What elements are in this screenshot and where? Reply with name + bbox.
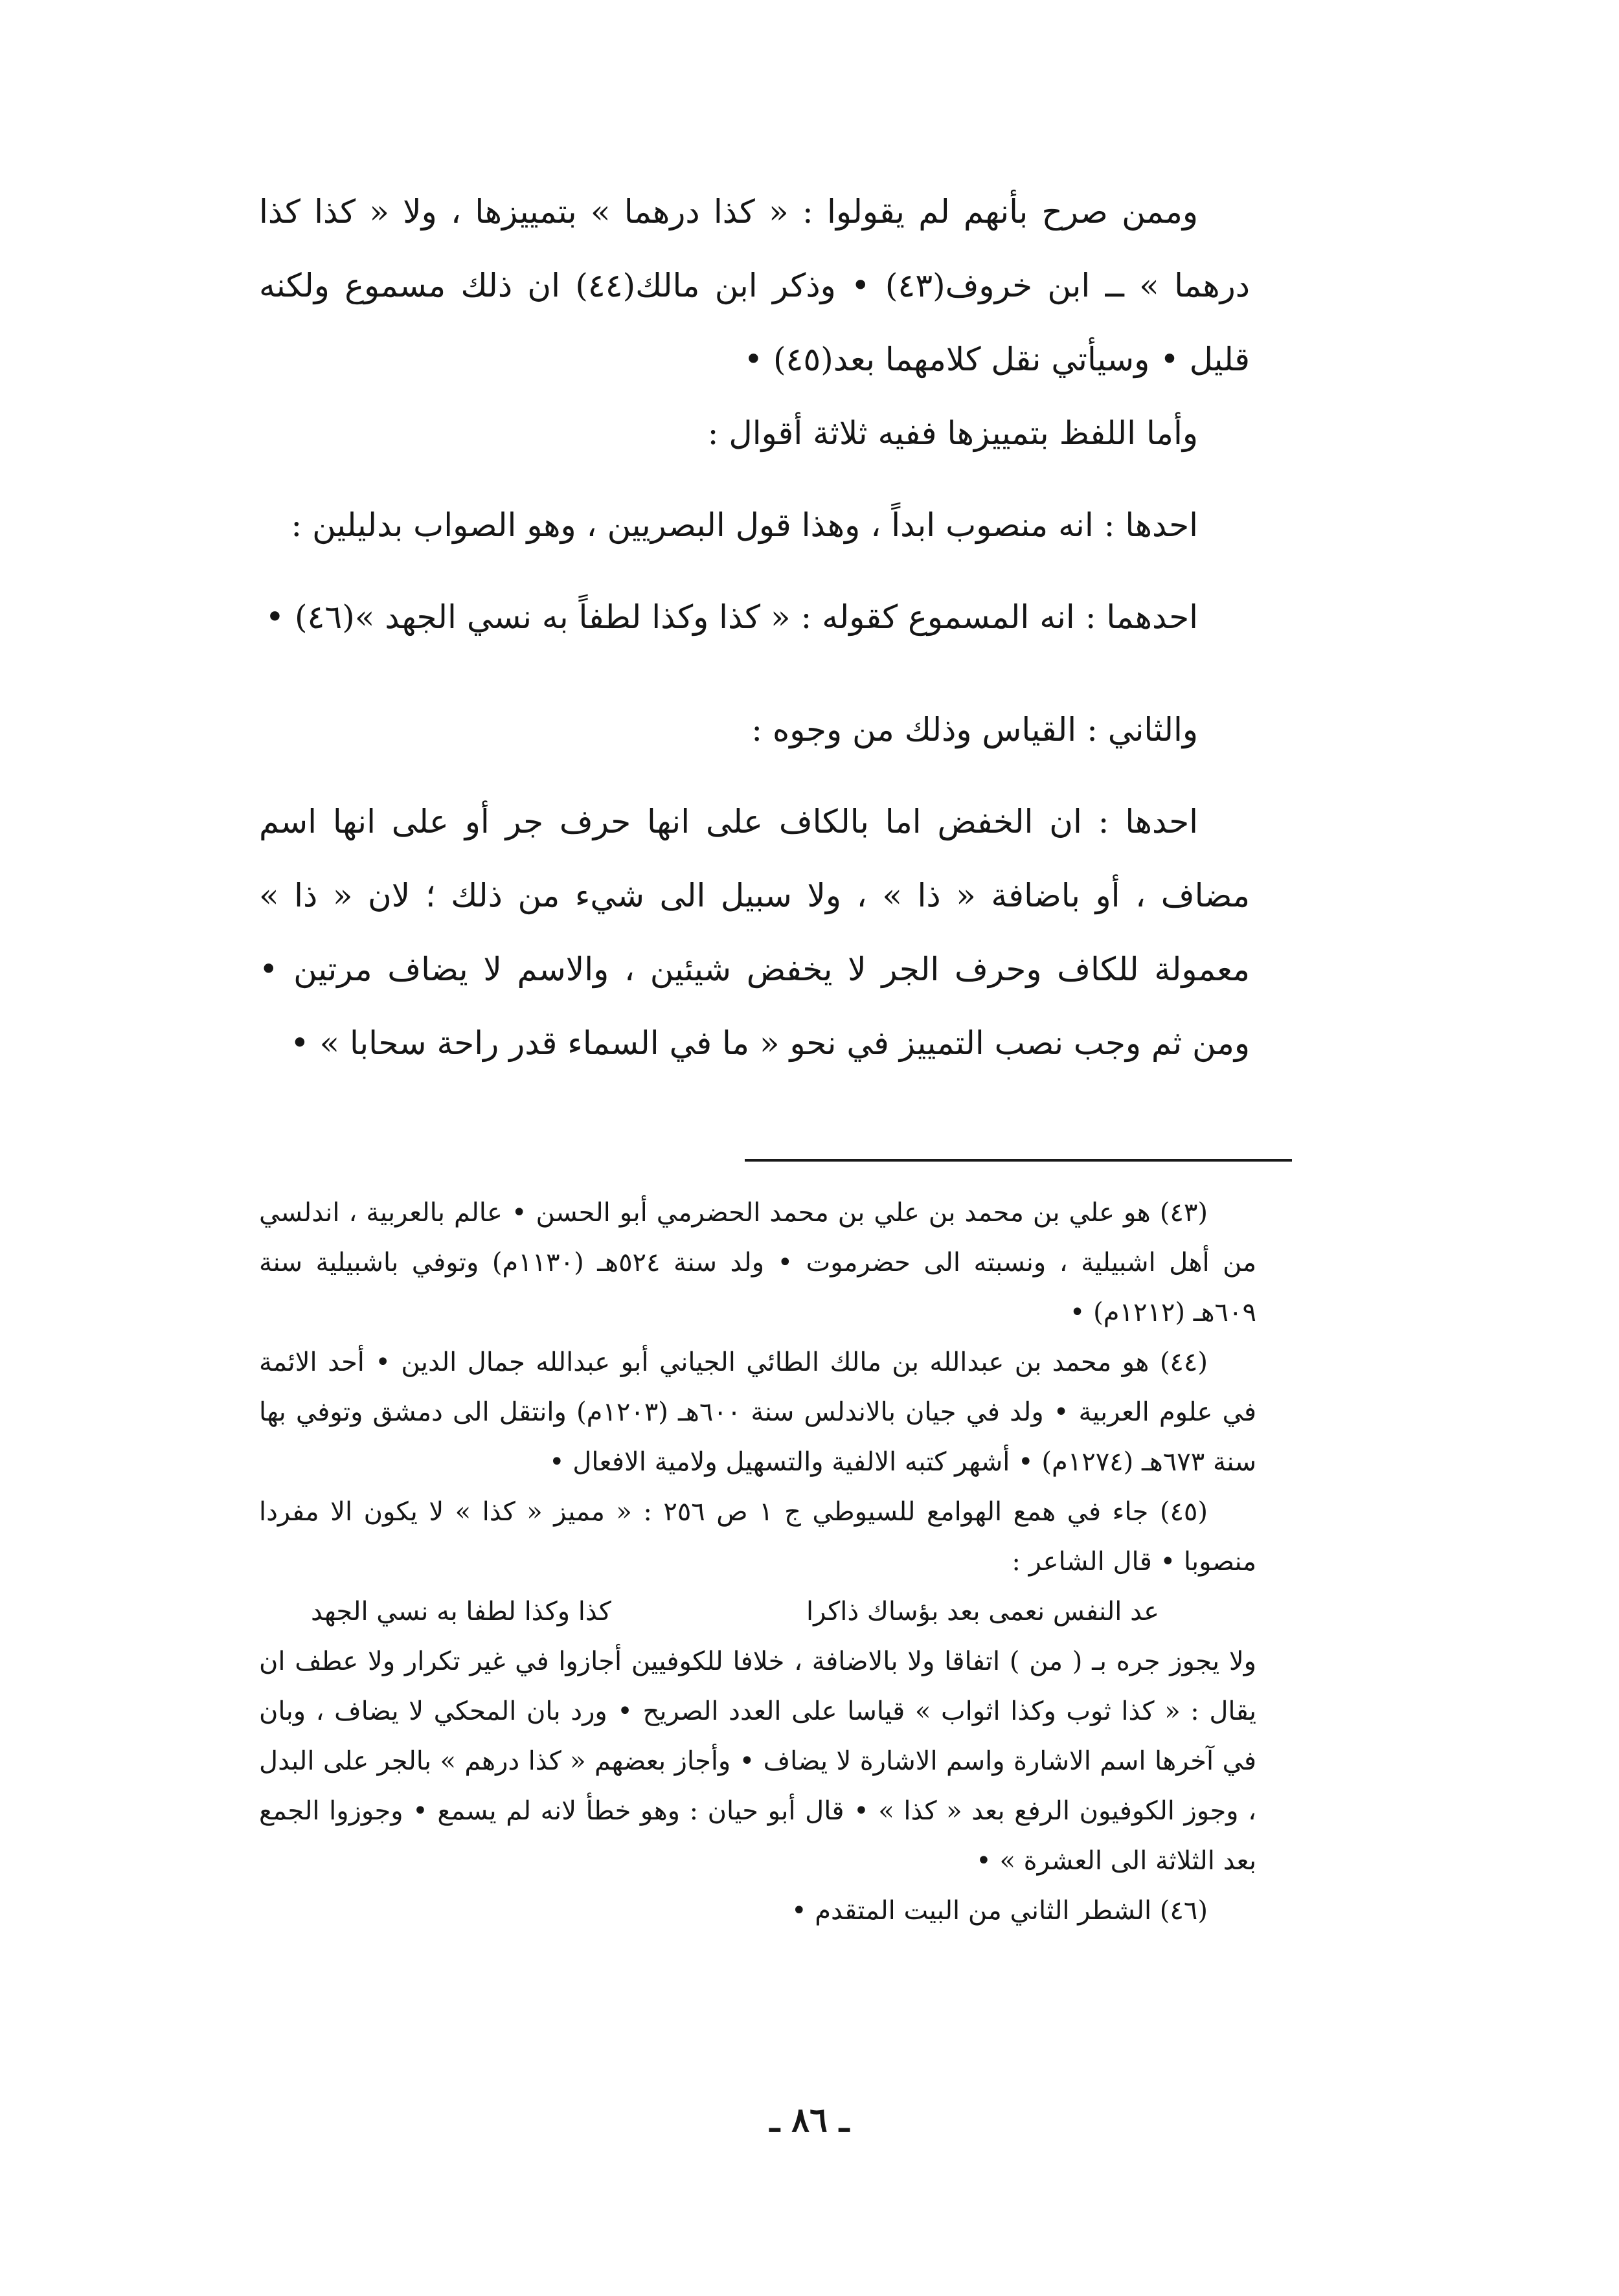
paragraph-kadha-tamyiz: وممن صرح بأنهم لم يقولوا : « كذا درهما » بتمييزها ، ولا « كذا كذا درهما » ــ ابن خروف(٤٣) • وذكر ابن مالك(٤٤) ان ذلك مسموع ولكنه قليل • وسيأتي نقل كلامهما بعد(٤٥) • (259, 193, 1250, 378)
poetry-verse (259, 1587, 1256, 1637)
verse-first-hemistich: عد النفس نعمى بعد بؤساك ذاكرا (806, 1597, 1159, 1626)
footnote-separator (745, 1159, 1292, 1162)
spacer (259, 767, 1250, 785)
footnote-43: (٤٣) هو علي بن محمد بن علي بن محمد الحضرمي أبو الحسن • عالم بالعربية ، اندلسي من أهل اشبيلية ، ونسبته الى حضرموت • ولد سنة ٥٢٤هـ (١١٣٠م) وتوفي باشبيلية سنة ٦٠٩هـ (١٢١٢م) • (259, 1198, 1256, 1327)
spacer (259, 470, 1250, 488)
verse-second-hemistich: كذا وكذا لطفا به نسي الجهد (311, 1597, 611, 1626)
spacer (259, 562, 1250, 580)
footnote-45-continued: ولا يجوز جره بـ ( من ) اتفاقا ولا بالاضافة ، خلافا للكوفيين أجازوا في غير تكرار ولا عطف ان يقال : « كذا ثوب وكذا اثواب » قياسا على العدد الصريح • ورد بان المحكي لا يضاف ، وبان في آخرها اسم الاشارة واسم الاشارة لا يضاف • وأجاز بعضهم « كذا درهم » بالجر على البدل ، وجوز الكوفيون الرفع بعد « كذا » • قال أبو حيان : وهو خطأ لانه لم يسمع • وجوزوا الجمع بعد الثلاثة الى العشرة » • (259, 1647, 1256, 1876)
footnotes (259, 1188, 1256, 1936)
footnote-45: (٤٥) جاء في همع الهوامع للسيوطي ج ١ ص ٢٥٦ : « مميز « كذا » لا يكون الا مفردا منصوبا • قال الشاعر : (259, 1497, 1256, 1577)
footnote-46: (٤٦) الشطر الثاني من البيت المتقدم • (791, 1896, 1208, 1926)
footnote-44: (٤٤) هو محمد بن عبدالله بن مالك الطائي الجياني أبو عبدالله جمال الدين • أحد الائمة في علوم العربية • ولد في جيان بالاندلس سنة ٦٠٠هـ (١٢٠٣م) وانتقل الى دمشق وتوفي بها سنة ٦٧٣هـ (١٢٧٤م) • أشهر كتبه الالفية والتسهيل ولامية الافعال • (259, 1347, 1257, 1477)
paragraph-three-opinions: وأما اللفظ بتمييزها ففيه ثلاثة أقوال : (707, 414, 1198, 452)
main-text (259, 175, 1250, 1080)
paragraph-analogy: احدها : ان الخفض اما بالكاف على انها حرف جر أو على انها اسم مضاف ، أو باضافة « ذا » ، ولا سبيل الى شيء من ذلك ؛ لان « ذا » معمولة للكاف وحرف الجر لا يخفض شيئين ، والاسم لا يضاف مرتين • ومن ثم وجب نصب التمييز في نحو « ما في السماء قدر راحة سحابا » • (259, 803, 1250, 1062)
paragraph-first-opinion: احدها : انه منصوب ابداً ، وهذا قول البصريين ، وهو الصواب بدليلين : (291, 506, 1198, 544)
spacer (259, 654, 1250, 693)
page-number: ـ ٨٦ ـ (769, 2100, 850, 2140)
paragraph-second-proof: والثاني : القياس وذلك من وجوه : (751, 711, 1198, 748)
paragraph-first-proof: احدهما : انه المسموع كقوله : « كذا وكذا لطفاً به نسي الجهد »(٤٦) • (265, 598, 1198, 636)
